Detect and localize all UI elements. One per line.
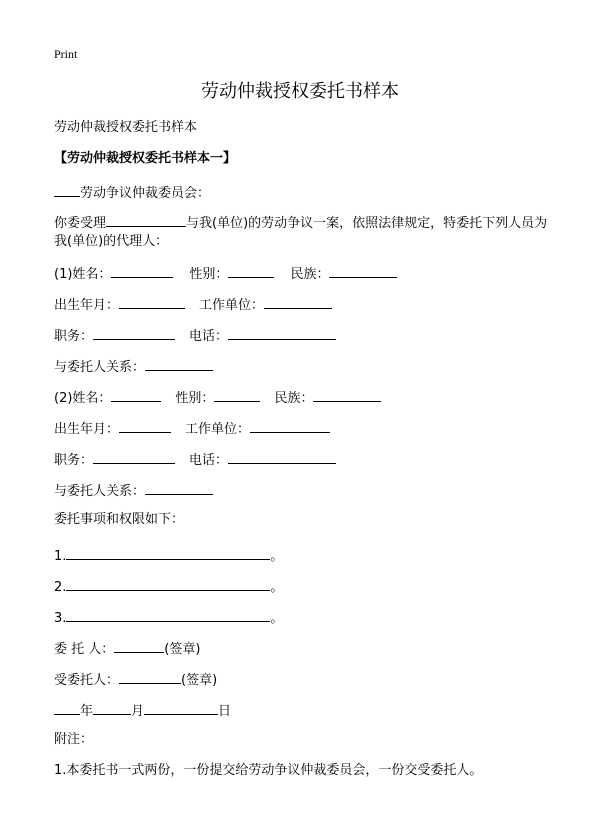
p1-relation-row	[54, 356, 213, 377]
p1-birth-blank	[119, 294, 185, 309]
agent-label: 受委托人：	[54, 673, 120, 688]
p1-work-unit-label: 工作单位：	[199, 298, 265, 313]
scope-heading: 委托事项和权限如下：	[54, 512, 185, 527]
blank-committee	[54, 182, 80, 197]
agent-seal: (签章)	[181, 673, 218, 688]
month-label: 月	[131, 704, 145, 719]
p1-birth-row	[54, 294, 332, 315]
addressee-text: 劳动争议仲裁委员会：	[80, 186, 211, 201]
intro-text-b: 与我(单位)的劳动争议一案，依照法律规定，特委托下列人员为我(单位)的代理人：	[54, 216, 548, 249]
item3-end: 。	[270, 611, 284, 626]
print-label: Print	[54, 47, 78, 61]
p2-birth-row	[54, 418, 330, 439]
p1-gender-label: 性别：	[189, 267, 229, 282]
principal-blank	[114, 638, 164, 653]
p1-name-blank	[111, 263, 173, 278]
agent-blank	[119, 669, 181, 684]
p2-birth-blank	[119, 418, 171, 433]
year-blank	[54, 700, 80, 715]
intro-paragraph	[54, 212, 554, 251]
p1-phone-blank	[228, 325, 336, 340]
p1-position-blank	[93, 325, 175, 340]
p2-ethnicity-blank	[313, 387, 381, 402]
p2-relation-blank	[145, 480, 213, 495]
p2-position-label: 职务：	[54, 453, 94, 468]
p2-name-label: (2)姓名：	[54, 391, 112, 406]
item2-number: 2.	[54, 580, 67, 595]
principal-seal: (签章)	[164, 642, 201, 657]
item3-blank	[66, 607, 270, 622]
p2-gender-blank	[214, 387, 260, 402]
item1-number: 1.	[54, 549, 67, 564]
p2-work-unit-blank	[250, 418, 330, 433]
document-title: 劳动仲裁授权委托书样本	[201, 81, 399, 102]
p2-work-unit-label: 工作单位：	[185, 422, 251, 437]
p1-ethnicity-blank	[329, 263, 397, 278]
principal-label: 委 托 人：	[54, 642, 115, 657]
item2-blank	[66, 576, 270, 591]
section-heading: 【劳动仲裁授权委托书样本一】	[54, 151, 237, 166]
p2-ethnicity-label: 民族：	[274, 391, 314, 406]
scope-item-3	[54, 607, 283, 628]
p2-phone-label: 电话：	[189, 453, 229, 468]
p2-name-blank	[111, 387, 161, 402]
p1-name-label: (1)姓名：	[54, 267, 112, 282]
item1-blank	[66, 545, 270, 560]
item1-end: 。	[270, 549, 284, 564]
month-blank	[93, 700, 131, 715]
p1-relation-label: 与委托人关系：	[54, 360, 146, 375]
p1-name-row	[54, 263, 397, 284]
scope-item-2	[54, 576, 283, 597]
p1-position-row	[54, 325, 336, 346]
year-label: 年	[80, 704, 94, 719]
blank-case	[106, 212, 186, 227]
p2-position-blank	[93, 449, 175, 464]
scope-item-1	[54, 545, 283, 566]
p1-birth-label: 出生年月：	[54, 298, 120, 313]
day-blank	[144, 700, 218, 715]
note-heading: 附注：	[54, 732, 94, 747]
principal-row	[54, 638, 200, 659]
p2-relation-label: 与委托人关系：	[54, 484, 146, 499]
date-row	[54, 700, 231, 721]
p2-birth-label: 出生年月：	[54, 422, 120, 437]
day-label: 日	[218, 704, 232, 719]
p1-work-unit-blank	[264, 294, 332, 309]
item2-end: 。	[270, 580, 284, 595]
p2-name-row	[54, 387, 381, 408]
p1-position-label: 职务：	[54, 329, 94, 344]
p1-phone-label: 电话：	[189, 329, 229, 344]
p1-ethnicity-label: 民族：	[290, 267, 330, 282]
p1-relation-blank	[145, 356, 213, 371]
p1-gender-blank	[228, 263, 274, 278]
document-subtitle: 劳动仲裁授权委托书样本	[54, 120, 198, 135]
p2-position-row	[54, 449, 336, 470]
p2-gender-label: 性别：	[175, 391, 215, 406]
item3-number: 3.	[54, 611, 67, 626]
agent-row	[54, 669, 217, 690]
p2-relation-row	[54, 480, 213, 501]
addressee-line	[54, 182, 210, 203]
note-1: 1.本委托书一式两份，一份提交给劳动争议仲裁委员会，一份交受委托人。	[54, 763, 483, 778]
intro-text-a: 你委受理	[54, 216, 107, 231]
p2-phone-blank	[228, 449, 336, 464]
